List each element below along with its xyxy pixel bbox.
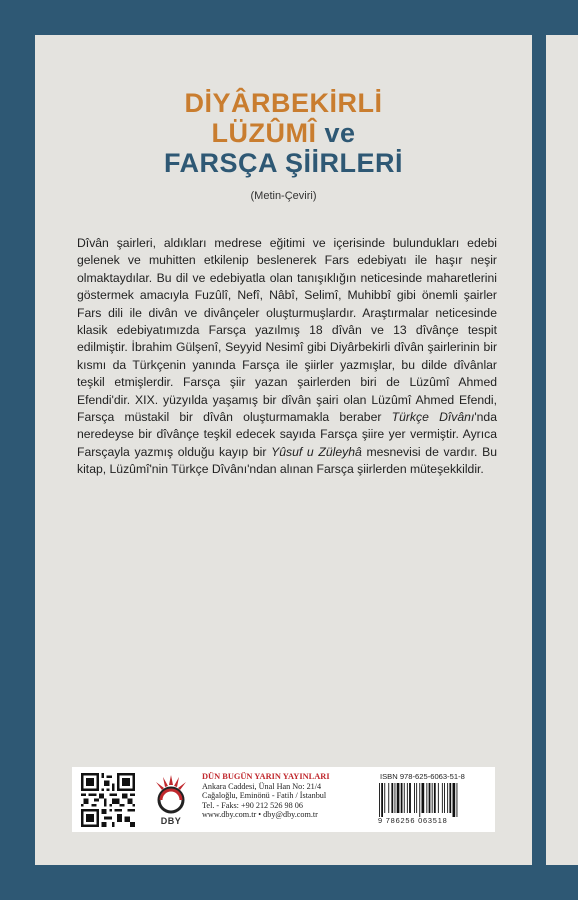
address-line-1: Ankara Caddesi, Ünal Han No: 21/4	[202, 781, 322, 791]
title-line-3: FARSÇA ŞİİRLERİ	[163, 148, 404, 178]
publisher-footer	[72, 767, 495, 832]
blurb-italic-1: Türkçe Dîvânı	[391, 410, 475, 425]
publisher-name: DÜN BUGÜN YARIN YAYINLARI	[202, 772, 330, 781]
publisher-info	[202, 772, 372, 820]
logo-label: DBY	[160, 816, 182, 826]
subtitle: (Metin-Çeviri)	[250, 190, 317, 202]
barcode-digits: 9 786256 063518	[378, 816, 448, 825]
adjacent-cover-edge	[546, 35, 578, 865]
title-line-2-name: LÜZÛMÎ	[211, 118, 317, 148]
back-cover	[35, 35, 532, 865]
web-line[interactable]: www.dby.com.tr • dby@dby.com.tr	[202, 810, 318, 820]
title-connector: ve	[324, 118, 356, 148]
isbn-label: ISBN 978-625-6063-51-8	[380, 772, 465, 781]
barcode-icon	[377, 783, 485, 817]
phone-line: Tel. - Faks: +90 212 526 98 06	[202, 800, 303, 810]
isbn-block	[377, 772, 489, 825]
blurb-italic-2: Yûsuf u Züleyhâ	[271, 444, 362, 459]
blurb-part-2: 'nda neredeyse bir dîvânçe teşkil edecek sayıda Farsça şiire yer vermiştir. Ayrıca Farsçayla yazmış olduğu kayıp bir	[77, 410, 497, 459]
book-title	[35, 88, 532, 178]
blurb-part-1: Dîvân şairleri, aldıkları medrese eğitimi ve içerisinde bulundukları edebi gelenek ve muhitten etkilenip beslenerek Fars edebiyatı ile haşır neşir olmaktaydılar. Bu dil ve edebiyatla olan tanışıklığın neticesinde maharetlerini göstermek amacıyla Fuzûlî, Nefî, Nâbî, Selimî, Muhibbî gibi önemli şairler Fars dili ile divân ve divânçeler oluşturmuşlardır. Araştırmalar neticesinde klasik edebiyatımızda Farsça yazılmış 18 dîvân ve 13 dîvânçe tespit edilmiştir. İbrahim Gülşenî, Seyyid Nesimî gibi Diyârbekirli dîvân şairlerinin bir kısmı da Türkçenin yanında Farsça ile şiirler yazmışlar, bu dilde dîvânlar teşkil etmişlerdir. Farsça şiir yazan şairlerden biri de Lüzûmî Ahmed Efendi'dir. XIX. yüzyılda yaşamış bir dîvân şairi olan Lüzûmî Ahmed Efendi, Farsça müstakil bir dîvân oluşturmamakla beraber	[77, 236, 497, 425]
publisher-logo-icon[interactable]	[149, 771, 193, 829]
address-line-2: Cağaloğlu, Eminönü - Fatih / İstanbul	[202, 791, 327, 801]
blurb-text	[77, 235, 497, 479]
title-line-2	[35, 118, 532, 148]
title-line-1: DİYÂRBEKİRLİ	[184, 88, 383, 118]
blurb-part-3: mesnevisi de vardır. Bu kitap, Lüzûmî'nin Türkçe Dîvânı'ndan alınan Farsça şiirlerden müteşekkildir.	[77, 444, 497, 477]
qr-code-icon[interactable]	[81, 773, 135, 827]
